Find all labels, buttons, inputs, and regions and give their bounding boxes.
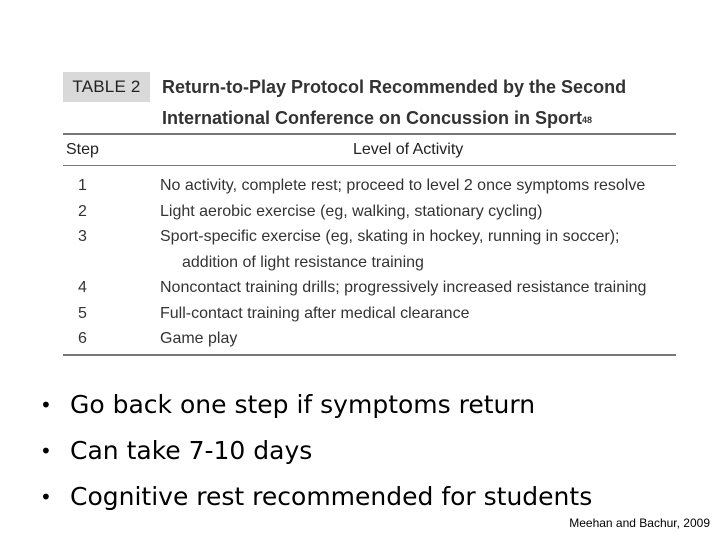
bullet-icon: •	[40, 439, 52, 463]
citation: Meehan and Bachur, 2009	[569, 516, 710, 530]
bullet-item	[40, 428, 592, 474]
table-row	[63, 199, 676, 225]
activity-text: Game play	[160, 330, 238, 347]
table-row	[63, 301, 676, 327]
table-row	[63, 275, 676, 301]
bullet-item	[40, 382, 592, 428]
table-row	[63, 224, 676, 275]
step-number: 1	[78, 177, 87, 194]
table-title-line1: Return-to-Play Protocol Recommended by the Second	[162, 77, 627, 97]
activity-text-continuation: addition of light resistance training	[182, 253, 424, 271]
bullet-text: Go back one step if symptoms return	[70, 390, 536, 419]
bullet-icon: •	[40, 485, 52, 509]
column-header-level-of-activity: Level of Activity	[353, 141, 464, 158]
step-number: 3	[78, 228, 87, 245]
step-number: 4	[78, 279, 87, 296]
bullet-item	[40, 474, 592, 520]
activity-text: Full-contact training after medical clearance	[160, 304, 470, 322]
step-number: 2	[78, 202, 87, 220]
table-label: TABLE 2	[63, 72, 150, 102]
activity-text: Noncontact training drills; progressively increased resistance training	[160, 279, 647, 296]
table-title-reference: 48	[582, 115, 593, 125]
table-bottom-rule	[63, 354, 676, 356]
step-number: 6	[78, 330, 87, 347]
bullet-icon: •	[40, 393, 52, 417]
table-row	[63, 173, 676, 199]
table-title-line2: International Conference on Concussion in Sport	[162, 108, 583, 128]
activity-text: No activity, complete rest; proceed to level 2 once symptoms resolve	[160, 177, 646, 194]
activity-cell	[160, 224, 676, 275]
bullet-list	[40, 382, 592, 520]
table-body	[63, 173, 676, 352]
table-row	[63, 326, 676, 352]
column-header-step: Step	[66, 141, 99, 158]
table-top-rule	[63, 133, 676, 135]
bullet-text: Cognitive rest recommended for students	[70, 482, 593, 511]
activity-text: Sport-specific exercise (eg, skating in hockey, running in soccer);	[160, 228, 620, 245]
step-number: 5	[78, 304, 87, 322]
bullet-text: Can take 7-10 days	[70, 436, 313, 465]
table-header-rule	[63, 165, 676, 166]
activity-text: Light aerobic exercise (eg, walking, stationary cycling)	[160, 202, 543, 220]
table-title	[162, 72, 672, 134]
